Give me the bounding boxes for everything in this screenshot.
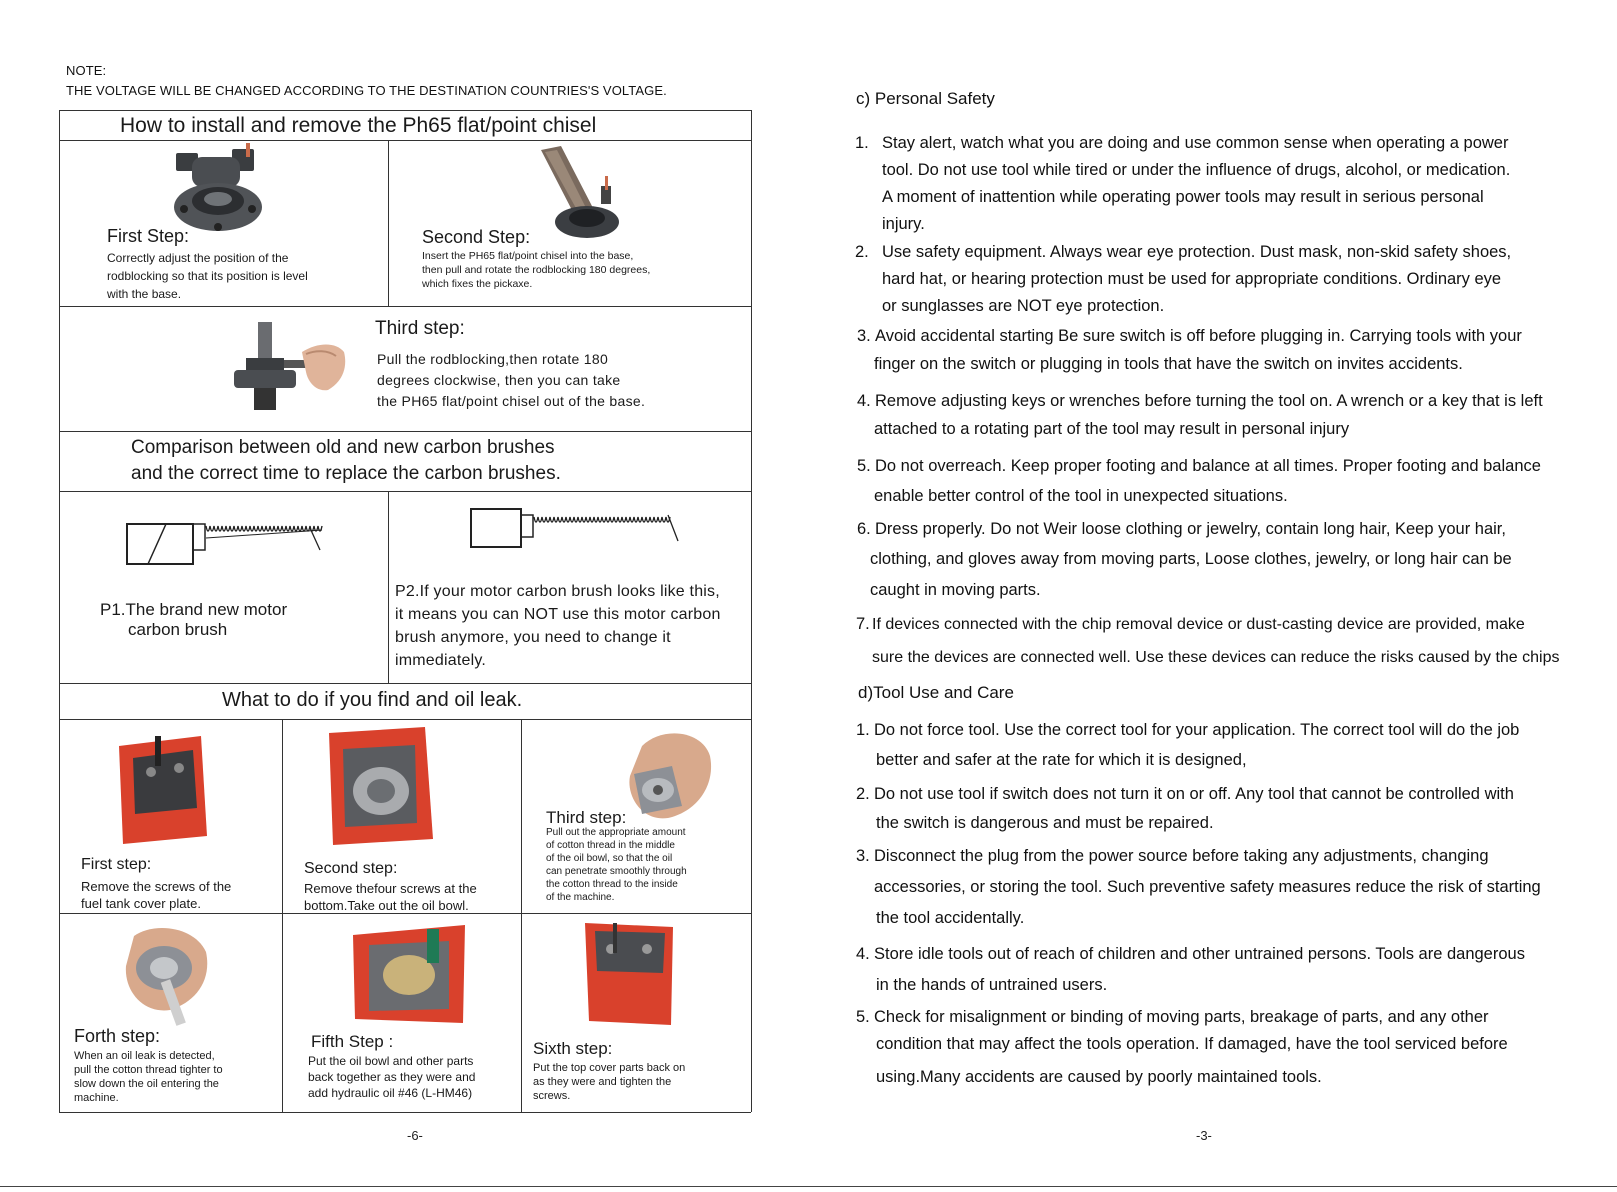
page-bottom-rule xyxy=(0,1186,1617,1187)
list-item-number: 4. xyxy=(857,392,871,410)
note-label: NOTE: xyxy=(66,63,107,78)
list-item-number: 3. xyxy=(857,327,871,345)
third-step-text: Pull the rodblocking,then rotate 180 degrees clockwise, then you can take the PH65 flat/point chisel out of the base. xyxy=(377,351,646,409)
list-item-line: Store idle tools out of reach of children and other untrained persons. Tools are dangerous xyxy=(874,945,1525,963)
oil-step3-image xyxy=(612,726,714,830)
list-item-line: caught in moving parts. xyxy=(870,581,1041,599)
list-item-line: using.Many accidents are caused by poorly maintained tools. xyxy=(876,1068,1322,1086)
list-item-line: Do not force tool. Use the correct tool for your application. The correct tool will do the job xyxy=(874,721,1520,739)
second-step-text: Insert the PH65 flat/point chisel into the base, then pull and rotate the rodblocking 180 degrees, which fixes the pickaxe. xyxy=(422,250,651,290)
oil-step2-title: Second step: xyxy=(304,860,398,877)
list-item-line: enable better control of the tool in unexpected situations. xyxy=(874,487,1288,505)
section-title-chisel: How to install and remove the Ph65 flat/point chisel xyxy=(120,114,597,137)
list-item-line: Avoid accidental starting Be sure switch is off before plugging in. Carrying tools with your xyxy=(875,327,1522,345)
oil-step4-title: Forth step: xyxy=(74,1026,161,1046)
oil-step6-image xyxy=(585,923,673,1025)
note-block xyxy=(66,61,667,101)
oil-step4-image xyxy=(114,922,212,1026)
oil-step2-image xyxy=(323,727,435,845)
oil-step3-text: Pull out the appropriate amount of cotton thread in the middle of the oil bowl, so that the oil can penetrate smoothly through the cotton thread to the inside of the machine. xyxy=(546,827,687,903)
list-item-line: tool. Do not use tool while tired or under the influence of drugs, alcohol, or medication. xyxy=(882,161,1511,179)
list-item-line: Dress properly. Do not Weir loose clothing or jewelry, contain long hair, Keep your hair, xyxy=(875,520,1506,538)
list-item-line: better and safer at the rate for which it is designed, xyxy=(876,751,1247,769)
p2-caption: P2.If your motor carbon brush looks like this, it means you can NOT use this motor carbon brush anymore, you need to change it immediately. xyxy=(395,583,721,669)
list-item-line: in the hands of untrained users. xyxy=(876,976,1108,994)
list-item-line: A moment of inattention while operating power tools may result in serious personal xyxy=(882,188,1484,206)
base-flange-image xyxy=(168,143,272,235)
section-title-carbon-1: Comparison between old and new carbon brushes xyxy=(131,437,555,458)
first-step-title: First Step: xyxy=(107,226,190,246)
list-item-number: 3. xyxy=(856,847,870,865)
oil-step6-title: Sixth step: xyxy=(533,1039,613,1058)
list-item-line: Remove adjusting keys or wrenches before turning the tool on. A wrench or a key that is left xyxy=(875,392,1543,410)
list-item-line: injury. xyxy=(882,215,925,233)
list-item-line: attached to a rotating part of the tool may result in personal injury xyxy=(874,420,1350,438)
oil-step1-text: Remove the screws of the fuel tank cover plate. xyxy=(81,879,232,911)
list-item-number: 7. xyxy=(856,615,870,633)
first-step-text: Correctly adjust the position of the rodblocking so that its position is level with the base. xyxy=(107,251,308,301)
oil-step5-title: Fifth Step : xyxy=(311,1032,394,1051)
chisel-insert-image xyxy=(535,146,623,246)
oil-step6-text: Put the top cover parts back on as they were and tighten the screws. xyxy=(533,1062,686,1102)
list-item-line: sure the devices are connected well. Use these devices can reduce the risks caused by the chips xyxy=(872,649,1560,666)
list-item-line: Use safety equipment. Always wear eye protection. Dust mask, non-skid safety shoes, xyxy=(882,243,1512,261)
third-step-title: Third step: xyxy=(375,318,465,339)
oil-step2-text: Remove thefour screws at the bottom.Take out the oil bowl. xyxy=(304,881,477,913)
list-item-number: 5. xyxy=(857,457,871,475)
list-item-number: 2. xyxy=(855,243,869,261)
oil-step4-text: When an oil leak is detected, pull the cotton thread tighter to slow down the oil entering the machine. xyxy=(74,1050,223,1104)
list-item-line: Disconnect the plug from the power source before taking any adjustments, changing xyxy=(874,847,1489,865)
list-item-line: Do not overreach. Keep proper footing and balance at all times. Proper footing and balance xyxy=(875,457,1541,475)
list-item-line: clothing, and gloves away from moving parts, Loose clothes, jewelry, or long hair can be xyxy=(870,550,1512,568)
worn-carbon-brush-image xyxy=(468,505,688,561)
list-item-number: 5. xyxy=(856,1008,870,1026)
tool-use-heading: d)Tool Use and Care xyxy=(858,683,1014,702)
section-title-carbon-2: and the correct time to replace the carbon brushes. xyxy=(131,463,561,484)
oil-step1-title: First step: xyxy=(81,856,152,873)
new-carbon-brush-image xyxy=(124,510,334,570)
list-item-number: 1. xyxy=(855,134,869,152)
section-title-oil-leak: What to do if you find and oil leak. xyxy=(222,689,523,711)
list-item-line: the switch is dangerous and must be repaired. xyxy=(876,814,1214,832)
list-item-line: the tool accidentally. xyxy=(876,909,1025,927)
list-item-line: accessories, or storing the tool. Such preventive safety measures reduce the risk of starting xyxy=(874,878,1541,896)
left-page-number: -6- xyxy=(407,1128,423,1143)
oil-step5-image xyxy=(353,925,465,1023)
list-item-line: condition that may affect the tools operation. If damaged, have the tool serviced before xyxy=(876,1035,1508,1053)
list-item-line: finger on the switch or plugging in tools that have the switch on invites accidents. xyxy=(874,355,1463,373)
list-item-line: hard hat, or hearing protection must be used for appropriate conditions. Ordinary eye xyxy=(882,270,1502,288)
list-item-line: Do not use tool if switch does not turn it on or off. Any tool that cannot be controlled with xyxy=(874,785,1514,803)
list-item-line: Check for misalignment or binding of moving parts, breakage of parts, and any other xyxy=(874,1008,1489,1026)
right-page-number: -3- xyxy=(1196,1128,1212,1143)
personal-safety-heading: c) Personal Safety xyxy=(856,89,995,108)
list-item-line: or sunglasses are NOT eye protection. xyxy=(882,297,1165,315)
second-step-title: Second Step: xyxy=(422,227,531,247)
oil-step1-image xyxy=(115,736,207,844)
list-item-number: 2. xyxy=(856,785,870,803)
oil-step3-title: Third step: xyxy=(546,808,627,827)
list-item-number: 1. xyxy=(856,721,870,739)
list-item-number: 6. xyxy=(857,520,871,538)
p1-caption: P1.The brand new motor carbon brush xyxy=(100,600,288,639)
list-item-line: Stay alert, watch what you are doing and use common sense when operating a power xyxy=(882,134,1509,152)
oil-step5-text: Put the oil bowl and other parts back together as they were and add hydraulic oil #46 (L-HM46) xyxy=(308,1054,476,1100)
list-item-number: 4. xyxy=(856,945,870,963)
note-text: THE VOLTAGE WILL BE CHANGED ACCORDING TO THE DESTINATION COUNTRIES'S VOLTAGE. xyxy=(66,83,667,98)
chisel-remove-image xyxy=(232,320,348,414)
list-item-line: If devices connected with the chip removal device or dust-casting device are provided, make xyxy=(872,616,1525,633)
